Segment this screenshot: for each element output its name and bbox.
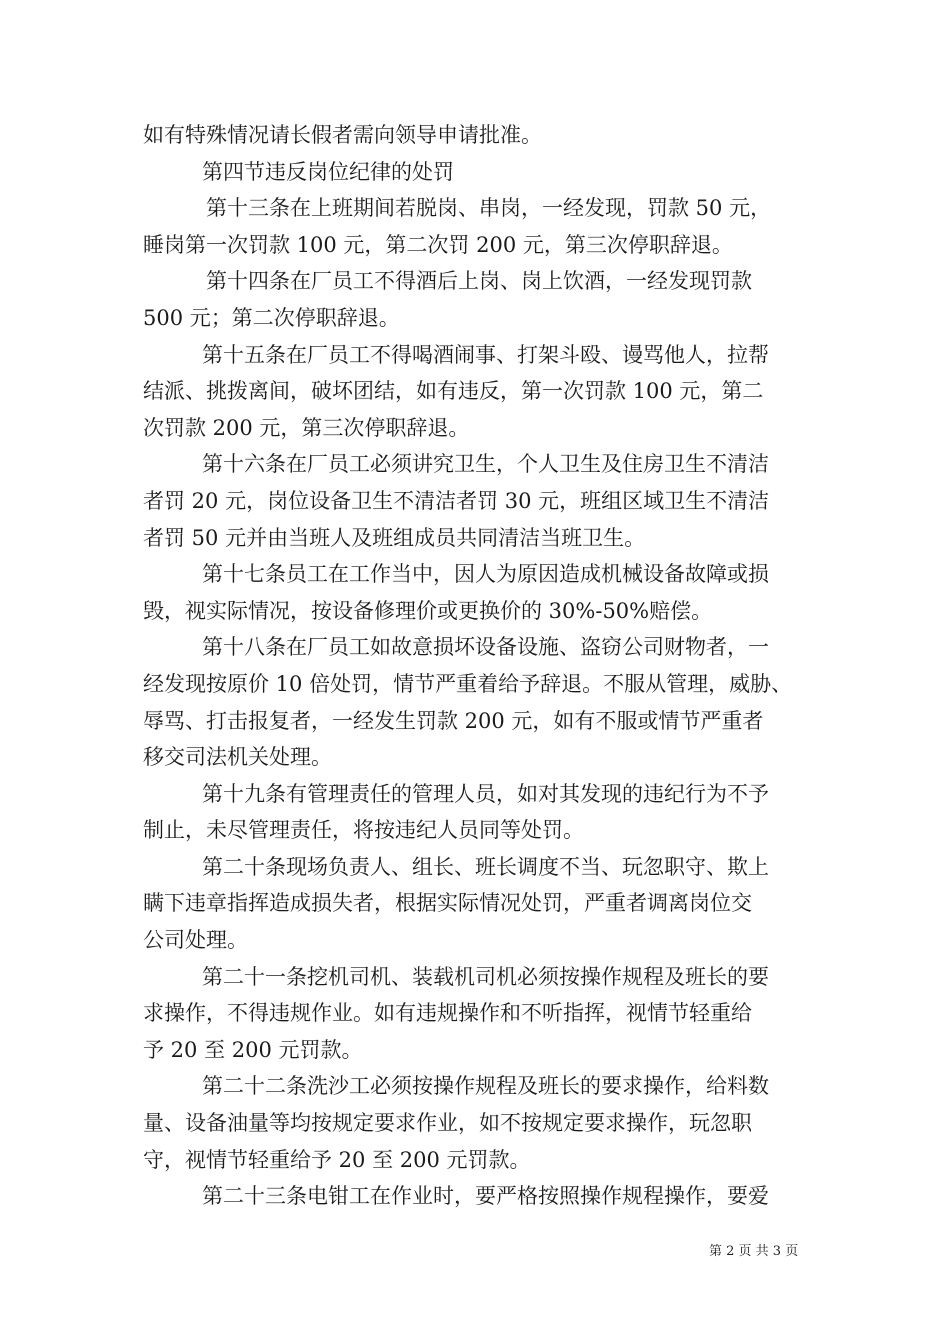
document-body: [143, 117, 813, 1215]
article-21-line-1: 第二十一条挖机司机、装载机司机必须按操作规程及班长的要: [202, 964, 769, 989]
article-18-line-3: 辱骂、打击报复者，一经发生罚款 200 元，如有不服或情节严重者: [143, 708, 764, 733]
article-18-line-2: 经发现按原价 10 倍处罚，情节严重着给予辞退。不服从管理，威胁、: [143, 671, 793, 696]
article-16-line-1: 第十六条在厂员工必须讲究卫生，个人卫生及住房卫生不清洁: [202, 452, 769, 477]
article-21-line-3: 予 20 至 200 元罚款。: [143, 1037, 363, 1062]
article-22-line-2: 量、设备油量等均按规定要求作业，如不按规定要求操作，玩忽职: [143, 1111, 752, 1136]
article-20-line-1: 第二十条现场负责人、组长、班长调度不当、玩忽职守、欺上: [202, 854, 769, 879]
article-19-line-2: 制止，未尽管理责任，将按违纪人员同等处罚。: [143, 818, 584, 843]
article-13-line-1: 第十三条在上班期间若脱岗、串岗，一经发现，罚款 50 元，: [206, 196, 772, 221]
section-heading: 第四节违反岗位纪律的处罚: [202, 159, 454, 184]
article-23-line-1: 第二十三条电钳工在作业时，要严格按照操作规程操作，要爱: [202, 1184, 769, 1209]
article-20-line-2: 瞒下违章指挥造成损失者，根据实际情况处罚，严重者调离岗位交: [143, 891, 752, 916]
article-17-line-2: 毁，视实际情况，按设备修理价或更换价的 30%-50%赔偿。: [143, 598, 713, 623]
article-21-line-2: 求操作，不得违规作业。如有违规操作和不听指挥，视情节轻重给: [143, 1001, 752, 1026]
article-14-line-2: 500 元；第二次停职辞退。: [143, 305, 400, 330]
article-22-line-1: 第二十二条洗沙工必须按操作规程及班长的要求操作，给料数: [202, 1074, 769, 1099]
article-15-line-2: 结派、挑拨离间，破坏团结，如有违反，第一次罚款 100 元，第二: [143, 379, 764, 404]
article-16-line-3: 者罚 50 元并由当班人及班组成员共同清洁当班卫生。: [143, 525, 646, 550]
article-19-line-1: 第十九条有管理责任的管理人员，如对其发现的违纪行为不予: [202, 781, 769, 806]
article-14-line-1: 第十四条在厂员工不得酒后上岗、岗上饮酒，一经发现罚款: [206, 269, 752, 294]
article-13-line-2: 睡岗第一次罚款 100 元，第二次罚 200 元，第三次停职辞退。: [143, 232, 733, 257]
article-17-line-1: 第十七条员工在工作当中，因人为原因造成机械设备故障或损: [202, 562, 769, 587]
article-20-line-3: 公司处理。: [143, 928, 248, 953]
article-16-line-2: 者罚 20 元，岗位设备卫生不清洁者罚 30 元，班组区域卫生不清洁: [143, 488, 770, 513]
article-15-line-1: 第十五条在厂员工不得喝酒闹事、打架斗殴、谩骂他人，拉帮: [202, 342, 769, 367]
text-line: 如有特殊情况请长假者需向领导申请批准。: [143, 123, 542, 147]
article-18-line-1: 第十八条在厂员工如故意损坏设备设施、盗窃公司财物者，一: [202, 635, 769, 660]
article-18-line-4: 移交司法机关处理。: [143, 745, 332, 770]
page-number-footer: 第 2 页 共 3 页: [709, 1244, 799, 1259]
article-22-line-3: 守，视情节轻重给予 20 至 200 元罚款。: [143, 1147, 531, 1172]
article-15-line-3: 次罚款 200 元，第三次停职辞退。: [143, 415, 470, 440]
